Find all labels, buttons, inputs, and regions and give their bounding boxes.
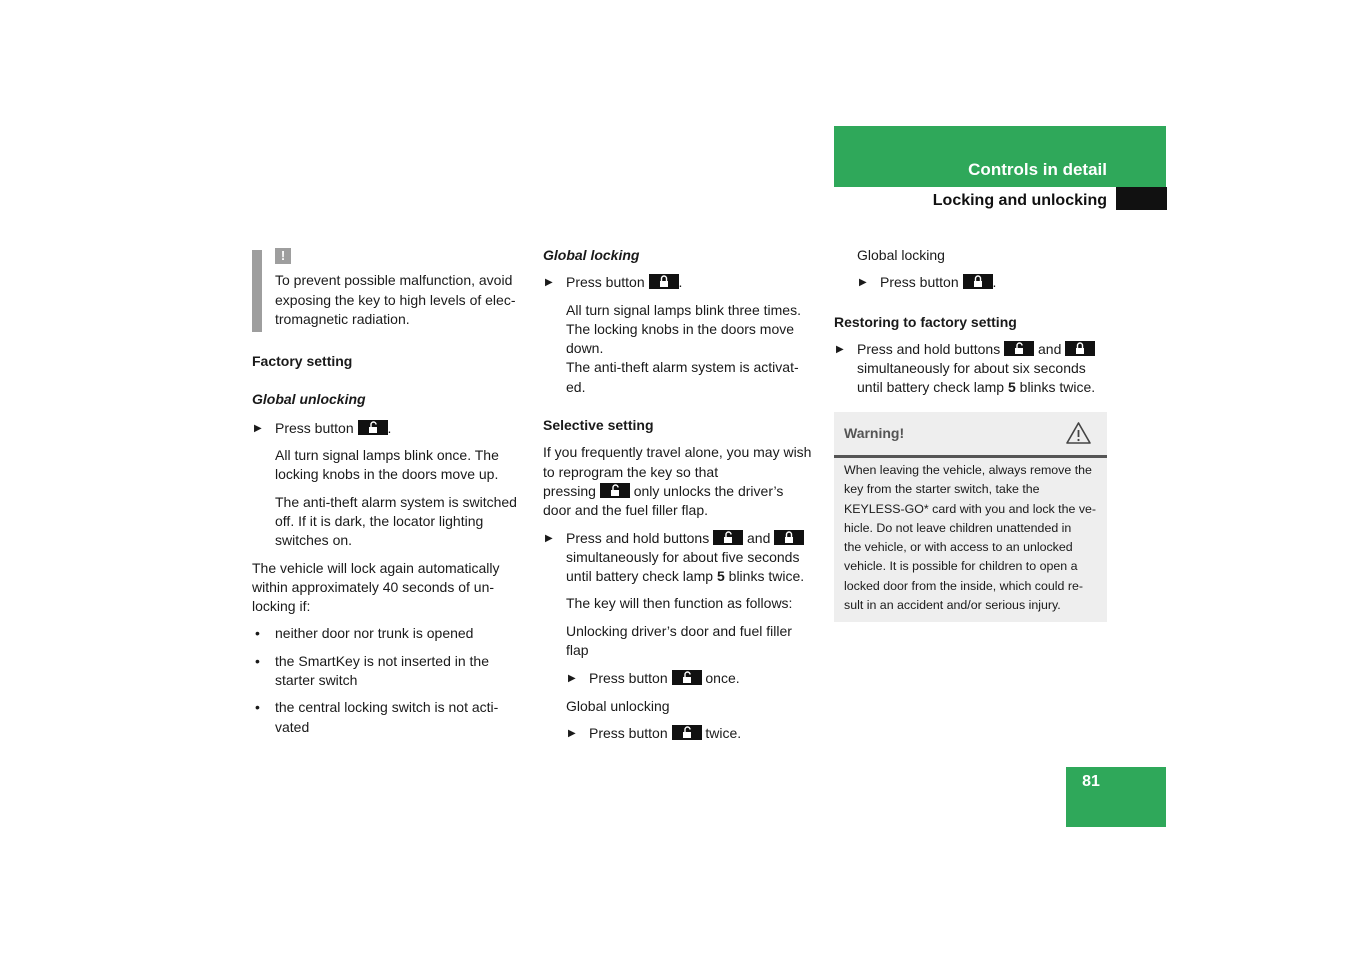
lock-result: All turn signal lamps blink three times. The locking knobs in the doors move down. The anti-theft alarm system is activat- ed. (566, 301, 801, 395)
header-tab-marker (1116, 187, 1167, 210)
unlock-key-icon (600, 483, 630, 498)
list-item: • the central locking switch is not acti- vated (255, 699, 499, 735)
alarm-result: The anti-theft alarm system is switched off. If it is dark, the locator lighting switches on. (275, 493, 517, 549)
note-text: To prevent possible malfunction, avoid exposing the key to high levels of elec- tromagnetic radiation. (275, 272, 516, 327)
function-as-text: The key will then function as follows: (566, 595, 793, 612)
bullet-dot: • (255, 625, 260, 642)
arrow-bullet-icon: ▶ (568, 673, 576, 685)
warning-label: Warning! (844, 425, 905, 441)
subsection-title: Locking and unlocking (932, 192, 1107, 209)
unlock-result: All turn signal lamps blink once. The locking knobs in the doors move up. (275, 447, 499, 483)
step-press-lock: ▶ Press button . (857, 273, 1114, 292)
arrow-bullet-icon: ▶ (545, 532, 553, 544)
column-1 (252, 246, 527, 737)
list-item: • neither door nor trunk is opened (252, 624, 527, 643)
selective-setting-heading: Selective setting (543, 417, 654, 434)
unlock-key-icon (713, 530, 743, 545)
arrow-bullet-icon: ▶ (545, 277, 553, 289)
lock-key-icon (1065, 341, 1095, 356)
unlock-key-icon (1004, 341, 1034, 356)
lamp-number: 5 (1007, 379, 1016, 396)
unlock-key-icon (358, 420, 388, 435)
column-3 (834, 246, 1114, 398)
lock-key-icon (963, 274, 993, 289)
unlock-key-icon (672, 725, 702, 740)
restore-factory-heading: Restoring to factory setting (834, 313, 1017, 330)
step-press-twice: ▶ Press button twice. (566, 724, 823, 743)
step-restore-hold: ▶ Press and hold buttons and simultaneously for about six seconds until battery check lamp 5 blinks twice. (836, 340, 1096, 396)
global-unlocking-heading: Global unlocking (252, 391, 366, 408)
global-locking-heading: Global locking (543, 247, 640, 263)
page-number: 81 (1082, 773, 1100, 790)
step-press-lock: ▶ Press button . (543, 273, 823, 292)
factory-setting-heading: Factory setting (252, 353, 353, 370)
step-press-unlock: ▶ Press button . (252, 419, 527, 438)
step-press-hold: ▶ Press and hold buttons and simultaneously for about five seconds until battery check lamp 5 blinks twice. (545, 529, 805, 585)
arrow-bullet-icon: ▶ (254, 422, 262, 434)
section-title: Controls in detail (968, 160, 1107, 179)
global-unlocking-label: Global unlocking (566, 697, 670, 714)
arrow-bullet-icon: ▶ (836, 343, 844, 355)
step-press-once: ▶ Press button once. (566, 669, 823, 688)
bullet-dot: • (255, 699, 260, 716)
lock-key-icon (774, 530, 804, 545)
unlock-key-icon (672, 670, 702, 685)
arrow-bullet-icon: ▶ (568, 727, 576, 739)
warning-text: When leaving the vehicle, always remove the key from the starter switch, take the KEYLESS-GO* card with you and lock the ve- hicle. Do not leave children unattended in the vehicle, or with access to an unlocked vehicle. It is possible for children to open a locked door from the inside, which could re- sult in an accident and/or serious injury. (844, 463, 1097, 613)
selective-intro: If you frequently travel alone, you may wish to reprogram the key so that pressing only unlocks the driver’s door and the fuel filler flap. (543, 444, 812, 519)
warning-triangle-icon (1065, 421, 1092, 445)
column-2 (543, 246, 823, 743)
relock-paragraph: The vehicle will lock again automatically within approximately 40 seconds of un- locking if: (252, 559, 500, 615)
driver-door-label: Unlocking driver’s door and fuel filler flap (566, 622, 792, 659)
list-item: • the SmartKey is not inserted in the starter switch (255, 652, 489, 689)
lamp-number: 5 (716, 568, 725, 585)
global-locking-label: Global locking (857, 247, 945, 263)
exclamation-icon: ! (275, 248, 291, 264)
lock-key-icon (649, 274, 679, 289)
bullet-dot: • (255, 652, 260, 669)
arrow-bullet-icon: ▶ (859, 277, 867, 289)
